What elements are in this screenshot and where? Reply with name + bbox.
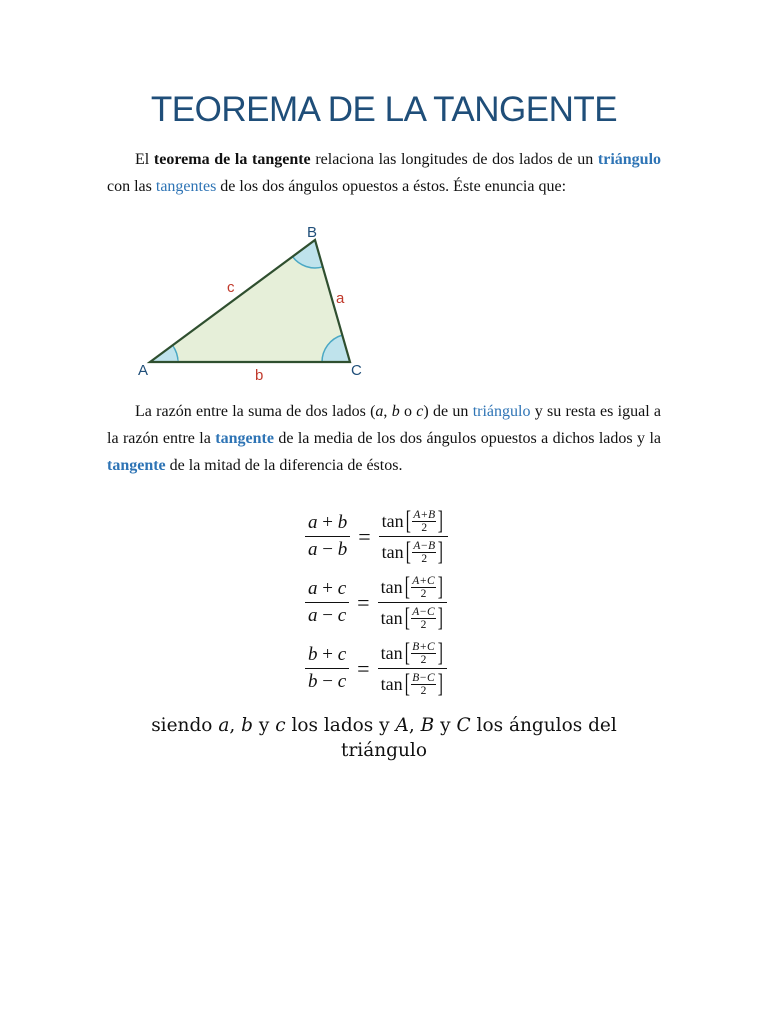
rhs-fraction xyxy=(379,508,448,565)
text-run: o xyxy=(399,403,417,420)
text-run: relaciona las longitudes de dos lados de un xyxy=(310,151,598,168)
formula-caption-line2: triángulo xyxy=(341,740,427,761)
equals-sign: = xyxy=(357,655,370,681)
formula-block xyxy=(305,508,448,706)
var-C: C xyxy=(456,715,471,736)
divisor: 2 xyxy=(420,618,427,631)
operator: − xyxy=(322,605,333,626)
var: b xyxy=(337,539,348,560)
lhs-denominator xyxy=(305,537,350,561)
rhs-denominator xyxy=(378,603,448,631)
side-label-b: b xyxy=(255,367,264,384)
var-B: B xyxy=(420,715,435,736)
half-fraction xyxy=(412,509,436,534)
text-run: los ángulos del xyxy=(470,715,617,736)
vertex-label-b: B xyxy=(307,224,318,241)
bracket: ] xyxy=(437,537,444,566)
lhs-denominator xyxy=(305,669,349,693)
bracket: ] xyxy=(437,638,443,667)
bracket: ] xyxy=(437,572,443,601)
page-title: TEOREMA DE LA TANGENTE xyxy=(150,90,618,129)
link-triangulo-2[interactable]: triángulo xyxy=(472,403,531,420)
lhs-fraction xyxy=(305,578,349,627)
lhs-numerator xyxy=(305,578,349,603)
var-c: c xyxy=(416,403,424,420)
tan-label: tan xyxy=(381,510,404,531)
rhs-denominator xyxy=(379,537,448,565)
text-run: y xyxy=(434,715,457,736)
formula-1 xyxy=(305,508,448,565)
operator: + xyxy=(322,512,333,533)
link-tangente-1[interactable]: tangente xyxy=(215,430,274,447)
var-a: a xyxy=(218,715,230,736)
text-run: de la mitad de la diferencia de éstos. xyxy=(165,457,403,474)
var: c xyxy=(337,578,347,599)
tan-label: tan xyxy=(380,642,403,663)
divisor: 2 xyxy=(420,587,427,600)
half-fraction xyxy=(411,606,435,631)
text-run: siendo xyxy=(151,715,219,736)
var-A: A xyxy=(395,715,409,736)
link-tangente-2[interactable]: tangente xyxy=(107,457,166,474)
bracket: ] xyxy=(437,669,443,698)
formula-3 xyxy=(305,640,448,697)
triangle-diagram xyxy=(130,220,380,385)
rhs-fraction xyxy=(378,640,448,697)
var: a xyxy=(308,539,318,560)
text-run: El xyxy=(135,151,154,168)
rhs-fraction xyxy=(378,574,448,631)
text-run: , xyxy=(408,715,421,736)
text-run: ) de un xyxy=(423,403,473,420)
rhs-numerator xyxy=(379,508,448,537)
bracket: [ xyxy=(405,537,411,566)
operator: + xyxy=(322,578,333,599)
operator: − xyxy=(322,671,333,692)
text-run: de la media de los dos ángulos opuestos a dichos lados y la xyxy=(273,430,661,447)
tan-label: tan xyxy=(380,607,403,628)
formula-2 xyxy=(305,574,448,631)
bold-term-teorema: teorema de la tangente xyxy=(153,151,311,168)
angle-difference: A−C xyxy=(412,605,435,618)
text-run: de los dos ángulos opuestos a éstos. Éste enuncia que: xyxy=(216,178,567,195)
bracket: [ xyxy=(404,572,410,601)
text-run: , xyxy=(383,403,392,420)
var: c xyxy=(337,644,347,665)
bracket: [ xyxy=(404,603,410,632)
var-b: b xyxy=(241,715,253,736)
link-triangulo[interactable]: triángulo xyxy=(597,151,662,168)
var-a: a xyxy=(375,403,384,420)
var-b: b xyxy=(391,403,400,420)
var: a xyxy=(308,578,318,599)
intro-paragraph xyxy=(107,146,661,200)
operator: − xyxy=(322,539,333,560)
bracket: [ xyxy=(404,638,410,667)
text-run: con las xyxy=(107,178,156,195)
side-label-c: c xyxy=(227,279,235,296)
text-run: , xyxy=(229,715,242,736)
angle-sum: A+C xyxy=(412,574,435,587)
bracket: ] xyxy=(437,506,444,535)
bracket: ] xyxy=(437,603,443,632)
side-label-a: a xyxy=(336,290,345,307)
lhs-fraction xyxy=(305,644,349,693)
explanation-paragraph xyxy=(107,398,661,479)
lhs-fraction xyxy=(305,512,350,561)
half-fraction xyxy=(411,641,435,666)
angle-difference: A−B xyxy=(413,539,436,552)
var-c: c xyxy=(275,715,286,736)
var: b xyxy=(337,512,348,533)
text-run: los lados y xyxy=(285,715,396,736)
divisor: 2 xyxy=(420,653,427,666)
var: c xyxy=(337,671,347,692)
equals-sign: = xyxy=(357,589,370,615)
half-fraction xyxy=(411,575,435,600)
tan-label: tan xyxy=(380,673,403,694)
var: a xyxy=(308,605,318,626)
text-run: y xyxy=(252,715,276,736)
link-tangentes[interactable]: tangentes xyxy=(155,178,217,195)
tan-label: tan xyxy=(381,541,404,562)
divisor: 2 xyxy=(420,684,427,697)
bracket: [ xyxy=(405,506,411,535)
lhs-numerator xyxy=(305,644,349,669)
formula-caption xyxy=(0,712,768,739)
lhs-numerator xyxy=(305,512,350,537)
var: a xyxy=(308,512,318,533)
divisor: 2 xyxy=(421,521,428,534)
var: c xyxy=(337,605,347,626)
vertex-label-a: A xyxy=(138,362,149,379)
angle-difference: B−C xyxy=(412,671,435,684)
equals-sign: = xyxy=(358,523,371,549)
text-run: La razón entre la suma de dos lados ( xyxy=(135,403,376,420)
operator: + xyxy=(322,644,333,665)
angle-sum: B+C xyxy=(412,640,435,653)
tan-label: tan xyxy=(380,576,403,597)
divisor: 2 xyxy=(421,552,428,565)
half-fraction xyxy=(411,672,435,697)
var: b xyxy=(308,671,318,692)
angle-sum: A+B xyxy=(413,508,436,521)
rhs-denominator xyxy=(378,669,448,697)
vertex-label-c: C xyxy=(351,362,362,379)
text-run: y su resta es igual a la razón entre la xyxy=(107,403,662,447)
rhs-numerator xyxy=(378,574,448,603)
half-fraction xyxy=(412,540,436,565)
lhs-denominator xyxy=(305,603,349,627)
rhs-numerator xyxy=(378,640,448,669)
bracket: [ xyxy=(404,669,410,698)
var: b xyxy=(308,644,318,665)
